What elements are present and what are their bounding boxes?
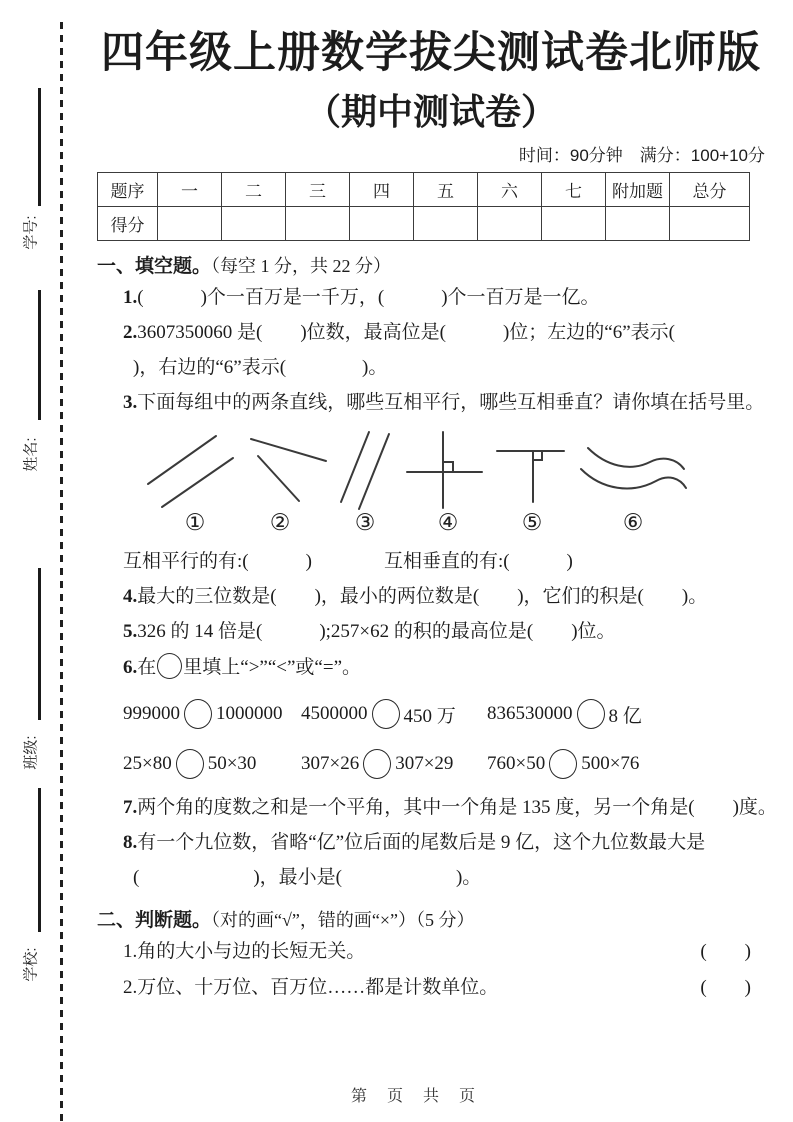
compare-item: 307×26 307×29 xyxy=(301,749,487,779)
comparison-circle-blank xyxy=(184,699,212,729)
judge-statement: 1.角的大小与边的长短无关。 xyxy=(123,941,366,962)
question-8-line1: 8.有一个九位数，省略“亿”位后面的尾数后是 9 亿，这个九位数最大是 xyxy=(123,832,706,853)
time-score-info: 时间：90分钟 满分：100+10分 xyxy=(518,146,765,165)
score-table-header-cell: 二 xyxy=(222,173,286,207)
section1-heading xyxy=(97,253,765,280)
score-cell-empty xyxy=(158,207,222,241)
diagram-parallel-steep-lines xyxy=(335,430,395,510)
diagram-label-3: ③ xyxy=(354,510,376,535)
diagram-perpendicular-cross xyxy=(403,430,485,510)
judge-item-1 xyxy=(123,934,765,970)
section1-points-note: （每空 1 分，共 22 分） xyxy=(211,256,392,276)
question-5: 5.326 的 14 倍是( );257×62 的积的最高位是( )位。 xyxy=(123,621,616,642)
score-cell-empty xyxy=(670,207,750,241)
section2-points-note: （对的画“√”，错的画“×”）（5 分） xyxy=(211,910,475,930)
comparison-circle-blank xyxy=(176,749,204,779)
question-3-answers xyxy=(123,544,765,579)
perpendicular-answer-blank: 互相垂直的有:( ) xyxy=(383,551,573,572)
school-write-line xyxy=(38,788,41,932)
section2-title: 二、判断题。 xyxy=(97,910,212,931)
diagram-perpendicular-t-shape xyxy=(495,445,567,505)
class-write-line xyxy=(38,568,41,720)
judge-statement: 2.万位、十万位、百万位……都是计数单位。 xyxy=(123,977,499,998)
compare-item: 4500000 450 万 xyxy=(301,699,487,729)
compare-row-1 xyxy=(123,696,765,732)
diagram-label-4: ④ xyxy=(437,510,459,535)
diagram-label-1: ① xyxy=(184,510,206,535)
diagram-wavy-curves xyxy=(578,442,690,490)
name-label: 姓名: xyxy=(22,437,40,472)
test-paper xyxy=(63,0,793,1122)
question-8-line2: ( )，最小是( )。 xyxy=(133,867,482,888)
score-table-header-cell: 总分 xyxy=(670,173,750,207)
comparison-circle-blank xyxy=(363,749,391,779)
judge-answer-blank: ( ) xyxy=(700,941,751,962)
score-table-header-cell: 五 xyxy=(414,173,478,207)
score-table-header-cell: 题序 xyxy=(98,173,158,207)
question-6: 6.在 里填上“>”“<”或“=”。 xyxy=(123,649,765,687)
score-cell-empty xyxy=(478,207,542,241)
score-cell-empty xyxy=(222,207,286,241)
compare-row-2 xyxy=(123,746,765,782)
score-table-header-cell: 六 xyxy=(478,173,542,207)
page-footer: 第 页 共 页 xyxy=(350,1088,477,1105)
score-table xyxy=(97,172,793,241)
compare-item: 999000 1000000 xyxy=(123,699,301,729)
comparison-circle-blank xyxy=(577,699,605,729)
score-table-header-cell: 四 xyxy=(350,173,414,207)
score-table-header-cell: 附加题 xyxy=(606,173,670,207)
school-label: 学校: xyxy=(22,947,40,982)
question-2-line1: 2.3607350060 是( )位数，最高位是( )位；左边的“6”表示( xyxy=(123,322,676,343)
score-cell-empty xyxy=(350,207,414,241)
comparison-circle-icon xyxy=(157,653,182,679)
comparison-circle-blank xyxy=(549,749,577,779)
paper-subtitle: （期中测试卷） xyxy=(304,91,557,132)
paper-title: 四年级上册数学拔尖测试卷北师版 xyxy=(101,29,761,77)
judge-item-2 xyxy=(123,970,765,1006)
diagram-label-6: ⑥ xyxy=(622,510,644,535)
score-table-header-row xyxy=(98,173,793,207)
diagram-label-2: ② xyxy=(269,510,291,535)
class-label: 班级: xyxy=(22,735,40,770)
compare-item: 836530000 8 亿 xyxy=(487,699,642,729)
section2-heading xyxy=(97,907,765,934)
diagram-parallel-slanted-lines xyxy=(140,430,235,510)
question-4: 4.最大的三位数是( )，最小的两位数是( )，它们的积是( )。 xyxy=(123,586,708,607)
diagram-label-5: ⑤ xyxy=(521,510,543,535)
score-table-score-row xyxy=(98,207,793,241)
question-7: 7.两个角的度数之和是一个平角，其中一个角是 135 度，另一个角是( )度。 xyxy=(123,797,777,818)
compare-item: 760×50 500×76 xyxy=(487,749,639,779)
diagram-intersecting-angle-lines xyxy=(248,435,333,505)
score-row-label: 得分 xyxy=(98,207,158,241)
judge-answer-blank: ( ) xyxy=(700,977,751,998)
compare-item: 25×80 50×30 xyxy=(123,749,301,779)
score-table-header-cell: 一 xyxy=(158,173,222,207)
question-3-line-diagrams xyxy=(97,422,765,544)
score-cell-empty xyxy=(286,207,350,241)
question-1: 1.( )个一百万是一千万，( )个一百万是一亿。 xyxy=(123,287,600,308)
score-table-header-cell: 七 xyxy=(542,173,606,207)
score-table-header-cell: 三 xyxy=(286,173,350,207)
score-cell-empty xyxy=(606,207,670,241)
question-2-line2: )，右边的“6”表示( )。 xyxy=(133,357,388,378)
score-cell-empty xyxy=(414,207,478,241)
name-write-line xyxy=(38,290,41,420)
question-3: 3.下面每组中的两条直线，哪些互相平行，哪些互相垂直？请你填在括号里。 xyxy=(123,392,765,413)
student-number-label: 学号: xyxy=(22,215,40,250)
score-cell-empty xyxy=(542,207,606,241)
comparison-circle-blank xyxy=(372,699,400,729)
student-number-write-line xyxy=(38,88,41,206)
parallel-answer-blank: 互相平行的有:( ) xyxy=(123,551,312,572)
section1-title: 一、填空题。 xyxy=(97,256,212,277)
